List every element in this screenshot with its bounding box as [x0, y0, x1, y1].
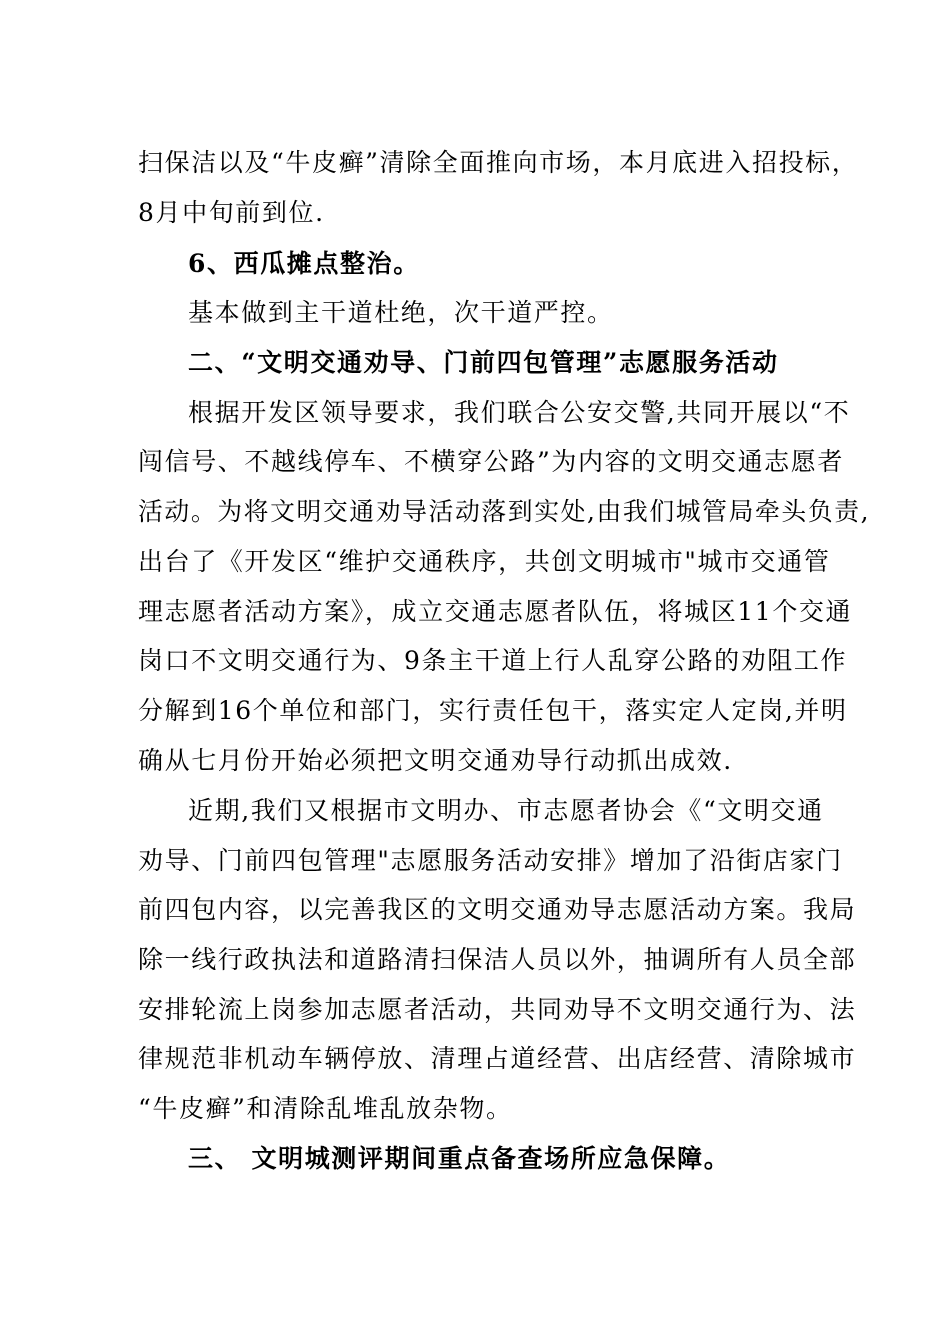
body-text-line: 出台了《开发区“维护交通秩序，共创文明城市"城市交通管: [138, 547, 831, 576]
body-text-line: 近期,我们又根据市文明办、市志愿者协会《“文明交通: [188, 796, 824, 825]
body-text-line: 闯信号、不越线停车、不横穿公路”为内容的文明交通志愿者: [138, 447, 844, 476]
body-text-line: 分解到16个单位和部门，实行责任包干，落实定人定岗,并明: [138, 696, 848, 725]
body-text-line: 劝导、门前四包管理"志愿服务活动安排》增加了沿街店家门: [138, 846, 843, 875]
body-text-line: 8月中旬前到位.: [138, 198, 325, 227]
body-text-line: 理志愿者活动方案》，成立交通志愿者队伍，将城区11个交通: [138, 597, 853, 626]
section-heading: 二、“文明交通劝导、门前四包管理”志愿服务活动: [188, 348, 779, 377]
section-heading: 三、 文明城测评期间重点备查场所应急保障。: [188, 1144, 731, 1173]
body-text-line: 活动。为将文明交通劝导活动落到实处,由我们城管局牵头负责,: [138, 497, 871, 526]
body-text-line: 根据开发区领导要求，我们联合公安交警,共同开展以“不: [188, 398, 851, 427]
body-text-line: 确从七月份开始必须把文明交通劝导行动抓出成效.: [138, 746, 733, 775]
body-text-line: 前四包内容，以完善我区的文明交通劝导志愿活动方案。我局: [138, 895, 857, 924]
body-text-line: 扫保洁以及“牛皮癣”清除全面推向市场，本月底进入招投标，: [138, 148, 859, 177]
body-text-line: 基本做到主干道杜绝，次干道严控。: [188, 298, 614, 327]
body-text-line: 安排轮流上岗参加志愿者活动，共同劝导不文明交通行为、法: [138, 995, 857, 1024]
body-text-line: 律规范非机动车辆停放、清理占道经营、出店经营、清除城市: [138, 1044, 857, 1073]
body-text-line: 岗口不文明交通行为、9条主干道上行人乱穿公路的劝阻工作: [138, 646, 848, 675]
body-text-line: “牛皮癣”和清除乱堆乱放杂物。: [138, 1094, 513, 1123]
subsection-heading: 6、西瓜摊点整治。: [188, 249, 420, 278]
body-text-line: 除一线行政执法和道路清扫保洁人员以外，抽调所有人员全部: [138, 945, 857, 974]
